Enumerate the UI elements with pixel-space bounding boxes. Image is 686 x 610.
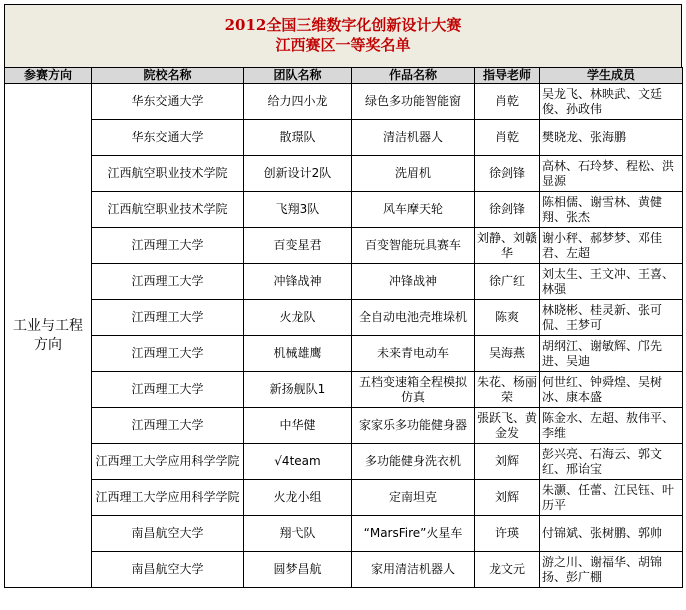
teacher-cell: 徐剑锋 [475, 192, 540, 228]
teacher-cell: 吴海燕 [475, 336, 540, 372]
table-row [5, 264, 683, 300]
team-cell: 圆梦昌航 [244, 552, 352, 588]
table-row [5, 120, 683, 156]
award-list-sheet [4, 4, 682, 608]
teacher-cell: 張跃飞、黄金发 [475, 408, 540, 444]
school-cell: 华东交通大学 [92, 84, 244, 120]
work-cell: 家用清洁机器人 [352, 552, 475, 588]
team-cell: √4team [244, 444, 352, 480]
students-cell: 刘太生、王文冲、王喜、林强 [540, 264, 683, 300]
team-cell: 火龙小组 [244, 480, 352, 516]
header-team: 团队名称 [244, 68, 352, 84]
table-row [5, 408, 683, 444]
table-row [5, 516, 683, 552]
team-cell: 飞翔3队 [244, 192, 352, 228]
team-cell: 冲锋战神 [244, 264, 352, 300]
team-cell: 创新设计2队 [244, 156, 352, 192]
work-cell: “MarsFire”火星车 [352, 516, 475, 552]
students-cell: 付锦斌、张树鹏、郭帅 [540, 516, 683, 552]
students-cell: 樊晓龙、张海鹏 [540, 120, 683, 156]
teacher-cell: 肖乾 [475, 120, 540, 156]
school-cell: 江西航空职业技术学院 [92, 156, 244, 192]
header-direction: 参赛方向 [5, 68, 92, 84]
teacher-cell: 许瑛 [475, 516, 540, 552]
header-teacher: 指导老师 [475, 68, 540, 84]
students-cell: 彭兴亮、石海云、郭文红、邢诒宝 [540, 444, 683, 480]
students-cell: 何世红、钟舜煌、吴树冰、康本盛 [540, 372, 683, 408]
header-row [5, 68, 683, 84]
school-cell: 江西理工大学应用科学学院 [92, 480, 244, 516]
work-cell: 全自动电池壳堆垛机 [352, 300, 475, 336]
students-cell: 陈金水、左超、敖伟平、李维 [540, 408, 683, 444]
teacher-cell: 刘辉 [475, 444, 540, 480]
school-cell: 南昌航空大学 [92, 552, 244, 588]
team-cell: 散璟队 [244, 120, 352, 156]
school-cell: 华东交通大学 [92, 120, 244, 156]
work-cell: 多功能健身洗衣机 [352, 444, 475, 480]
table-row [5, 192, 683, 228]
table-row [5, 156, 683, 192]
students-cell: 高林、石玲梦、程松、洪显源 [540, 156, 683, 192]
students-cell: 朱灏、任蕾、江民钰、叶历平 [540, 480, 683, 516]
header-school: 院校名称 [92, 68, 244, 84]
teacher-cell: 徐广红 [475, 264, 540, 300]
students-cell: 吴龙飞、林映武、文廷俊、孙政伟 [540, 84, 683, 120]
teacher-cell: 朱花、杨丽荣 [475, 372, 540, 408]
work-cell: 五档变速箱全程模拟仿真 [352, 372, 475, 408]
team-cell: 新扬舰队1 [244, 372, 352, 408]
work-cell: 洗眉机 [352, 156, 475, 192]
table-row [5, 336, 683, 372]
teacher-cell: 陈爽 [475, 300, 540, 336]
table-row [5, 444, 683, 480]
header-work: 作品名称 [352, 68, 475, 84]
students-cell: 陈相儒、谢雪林、黄健翔、张杰 [540, 192, 683, 228]
teacher-cell: 徐剑锋 [475, 156, 540, 192]
table-row [5, 228, 683, 264]
table-row [5, 480, 683, 516]
school-cell: 江西理工大学 [92, 372, 244, 408]
table-row [5, 84, 683, 120]
school-cell: 江西理工大学 [92, 300, 244, 336]
school-cell: 江西理工大学 [92, 264, 244, 300]
work-cell: 清洁机器人 [352, 120, 475, 156]
teacher-cell: 肖乾 [475, 84, 540, 120]
work-cell: 家家乐多功能健身器 [352, 408, 475, 444]
award-list-subtitle: 江西赛区一等奖名单 [275, 36, 411, 54]
team-cell: 百变星君 [244, 228, 352, 264]
students-cell: 胡纲江、谢敏辉、邝先进、吴迪 [540, 336, 683, 372]
team-cell: 给力四小龙 [244, 84, 352, 120]
teacher-cell: 刘辉 [475, 480, 540, 516]
school-cell: 南昌航空大学 [92, 516, 244, 552]
school-cell: 江西理工大学 [92, 228, 244, 264]
school-cell: 江西理工大学 [92, 408, 244, 444]
direction-cell: 工业与工程方向 [5, 84, 92, 588]
header-students: 学生成员 [540, 68, 683, 84]
table-row [5, 300, 683, 336]
title-banner [4, 4, 682, 68]
work-cell: 冲锋战神 [352, 264, 475, 300]
team-cell: 机械雄鹰 [244, 336, 352, 372]
students-cell: 林晓彬、桂灵新、张可侃、王梦可 [540, 300, 683, 336]
school-cell: 江西理工大学应用科学学院 [92, 444, 244, 480]
teacher-cell: 龙文元 [475, 552, 540, 588]
work-cell: 未来青电动车 [352, 336, 475, 372]
school-cell: 江西理工大学 [92, 336, 244, 372]
table-row [5, 552, 683, 588]
competition-title: 2012全国三维数字化创新设计大赛 [224, 16, 462, 34]
team-cell: 火龙队 [244, 300, 352, 336]
work-cell: 绿色多功能智能窗 [352, 84, 475, 120]
team-cell: 翔弋队 [244, 516, 352, 552]
teacher-cell: 刘静、刘赣华 [475, 228, 540, 264]
table-row [5, 372, 683, 408]
school-cell: 江西航空职业技术学院 [92, 192, 244, 228]
students-cell: 游之川、谢福华、胡锦扬、彭广棚 [540, 552, 683, 588]
work-cell: 风车摩天轮 [352, 192, 475, 228]
award-table [4, 67, 683, 588]
work-cell: 百变智能玩具赛车 [352, 228, 475, 264]
team-cell: 中华健 [244, 408, 352, 444]
work-cell: 定南坦克 [352, 480, 475, 516]
students-cell: 谢小秤、郝梦梦、邓佳君、左超 [540, 228, 683, 264]
